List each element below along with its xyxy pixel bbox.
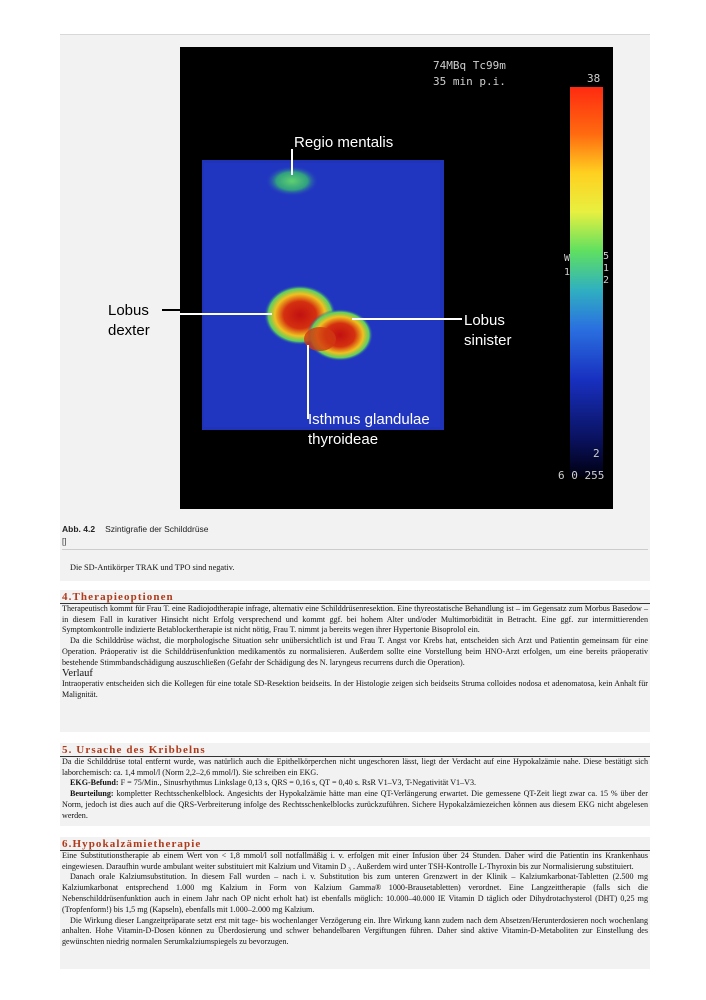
label-lobus-dexter-1: Lobus [108,302,149,319]
label-lobus-dexter-wrap [100,297,184,347]
section-title: 4.Therapieoptionen [60,590,650,604]
scale-mid-w: W [564,253,571,264]
label-lobus-sinister-2: sinister [464,332,512,349]
paragraph: Da die Schilddrüse total entfernt wurde, was natürlich auch die Epithelkörperchen nicht ungeschoren lässt, liegt der Verdacht auf eine Hypokalzämie nahe. Diese bestätigt sich laborchemisch: ca. 1,4 mmol/l (Norm 2,2–2,6 mmol/l). Sie schreiben ein EKG. [62,756,648,777]
beurteilung-label: Beurteilung: [70,789,114,799]
label-regio-mentalis: Regio mentalis [294,134,394,151]
figure-card [60,34,650,581]
paragraph: Die Wirkung dieser Langzeitpräparate setzt erst mit tage- bis wochenlanger Verzögerung ein. Ihre Wirkung kann zudem nach dem Absetzen/Herunterdosieren noch wochenlang anhalten. Hohe Vitamin-D-Dosen können zu Überdosierung und schwer behandelbaren Vergiftungen führen. Daher sind aktive Vitamin-D-Metaboliten zur Einstellung des gewünschten niedrig normalen Serumkalziumspiegels zu bevorzugen. [62,915,648,947]
paragraph: Therapeutisch kommt für Frau T. eine Radiojodtherapie infrage, alternativ eine Schilddrüsenresektion. Eine thyreostatische Behandlung ist – im Gegensatz zum Morbus Basedow – in diesem Fall in kurativer Hinsicht nicht Erfolg versprechend und kommt ggf. bei hohem Alter und/oder Multimorbidität in Betracht. Eine ggf. zur intermittierenden Symptomkontrolle indizierte Betablockertherapie ist nicht nötig, Frau T. nimmt ja bereits wegen ihrer Hypertonie Bisoprolol ein. [62,603,648,635]
scale-side-2: 2 [603,275,610,286]
scan-header-line2: 35 min p.i. [433,75,506,88]
scale-mid-1: 1 [564,267,571,278]
paragraph: Eine Substitutionstherapie ab einem Wert von < 1,8 mmol/l soll notfallmäßig i. v. erfolgen mit einer Infusion über 24 Stunden. Daher wird die Patientin ins Krankenhaus eingewiesen. Daraufhin wurde ambulant weiter substituiert mit Kalzium und Vitamin D ₃ . Außerdem wird unter TSH-Kontrolle L-Thyroxin bis zur Normalisierung substituiert. [62,850,648,871]
paragraph: Intraoperativ entscheiden sich die Kollegen für eine totale SD-Resektion beidseits. In der Histologie zeigen sich beidseits Struma colloides nodosa et adenomatosa, kein Anhalt für Malignität. [62,679,648,700]
scale-side-1: 1 [603,263,610,274]
scale-side-5: 5 [603,251,610,262]
divider [62,549,648,550]
section-ursache-kribbeln [60,743,650,826]
beurteilung-paragraph [60,789,650,821]
subheading-verlauf: Verlauf [62,667,93,679]
caption-number: Abb. 4.2 [62,524,96,534]
scale-top-value: 38 [587,72,601,85]
beurteilung-text: kompletter Rechtsschenkelblock. Angesichts der Hypokalzämie hätte man eine QT-Verlängerung erwartet. Die gemessene QT-Zeit liegt zwar ca. 15 % über der Norm, jedoch ist dies auch auf die QRS-Verbreiterung infolge des Rechtsschenkelblocks zurückzuführen. Sichere Hypokalzämiezeichen können aus diesem EKG nicht abgelesen werden. [62,789,648,820]
scintigraphy-svg [180,47,613,509]
section-therapieoptionen [60,590,650,732]
section-title: 5. Ursache des Kribbelns [60,743,650,757]
label-isthmus-1: Isthmus glandulae [308,411,430,428]
scale-bottom-values: 6 0 255 [558,469,605,482]
ekg-label: EKG-Befund: [70,778,119,788]
paragraph: Da die Schilddrüse wächst, die morphologische Situation sehr unübersichtlich ist und Frau T. Angst vor Krebs hat, entscheiden sich Arzt und Patientin gemeinsam für eine Operation. Präoperativ ist die Schilddrüsenfunktion medikamentös zu normalisieren. Außerdem sollte eine Vorstellung beim HNO-Arzt erfolgen, um eine bereits präoperativ bestehende Stimmbandschädigung auszuschließen (Gefahr der Schädigung des N. laryngeus recurrens durch die Operation). [62,636,648,667]
color-scale-bar [570,87,603,477]
paragraph: Danach orale Kalziumsubstitution. In diesem Fall wurden – nach i. v. Substitution bis zum unteren Grenzwert in der Klinik – Kalziumkarbonat-Tabletten (2.500 mg Kalziumkarbonat entsprechend 1.000 mg Kalzium in Form von Kalzium Gamma® 1000-Brausetabletten) verordnet. Eine Langzeittherapie (falls sich die Nebenschilddrüsenfunktion auch in einem Jahr nach OP nicht erholt hat) ist ebenfalls möglich: 10.000–40.000 IE Vitamin D täglich oder Dihydrotachysterol (DHT) 0,25 mg (Tropfenform!) bis 1,5 mg (Kapseln), ebenfalls mit 1.000–2.000 mg Kalzium. [62,872,648,914]
section-title: 6.Hypokalzämietherapie [60,837,650,851]
label-isthmus-2: thyroideae [308,431,379,448]
scale-low-value: 2 [593,447,600,460]
caption-bracket: [] [62,537,67,546]
scintigraphy-image [180,47,613,509]
section-hypokalzaemietherapie [60,837,650,969]
ekg-paragraph [60,778,650,789]
scan-header-line1: 74MBq Tc99m [433,59,506,72]
antibody-note: Die SD-Antikörper TRAK und TPO sind negativ. [70,563,235,572]
ekg-text: F = 75/Min., Sinusrhythmus Linkslage 0,13 s, QRS = 0,16 s, QT = 0,40 s. RsR V1–V3, T-Negativität V1–V3. [118,778,477,788]
figure-caption [62,524,209,534]
caption-text: Szintigrafie der Schilddrüse [105,524,209,534]
label-lobus-sinister-1: Lobus [464,312,505,329]
label-lobus-dexter-2: dexter [108,322,150,339]
